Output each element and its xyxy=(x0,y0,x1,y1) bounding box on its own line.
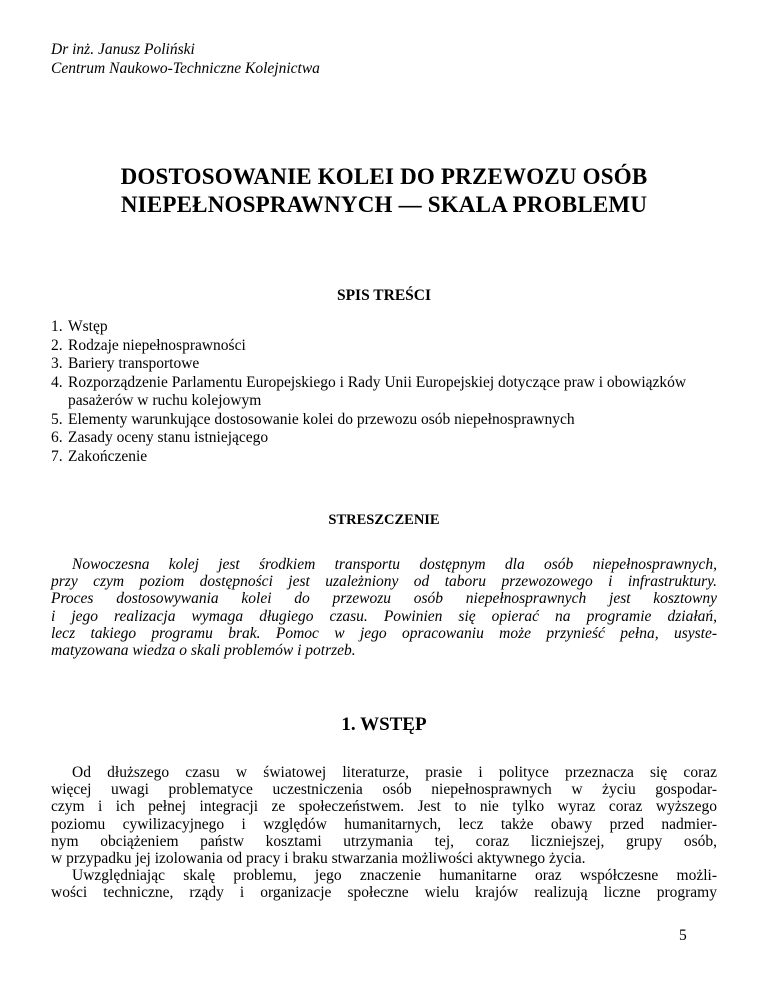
toc-item-text: Zasady oceny stanu istniejącego xyxy=(68,429,269,446)
abstract-text xyxy=(51,556,717,659)
toc-item-number: 3. xyxy=(51,355,63,372)
author-name: Dr inż. Janusz Poliński xyxy=(51,41,195,58)
toc-item-text: Rodzaje niepełnosprawności xyxy=(68,336,246,354)
toc-item-number: 1. xyxy=(51,318,63,335)
toc-item-number: 6. xyxy=(51,429,63,446)
page-number: 5 xyxy=(679,927,687,944)
abstract-heading: STRESZCZENIE xyxy=(328,512,440,528)
title-line-2: NIEPEŁNOSPRAWNYCH — SKALA PROBLEMU xyxy=(120,192,648,217)
abstract-line: Nowoczesna kolej jest środkiem transportu dostępnym dla osób niepełnosprawnych, xyxy=(72,556,717,573)
body-line: poziomu cywilizacyjnego i względów humanitarnych, lecz także obawy przed nadmier- xyxy=(51,815,717,833)
abstract-line: i jego realizacja wymaga długiego czasu. Powinien się opierać na programie działań, xyxy=(51,607,717,625)
toc-item-text: Rozporządzenie Parlamentu Europejskiego i Rady Unii Europejskiej dotyczące praw i obowiązków pasażerów w ruchu kolejowym xyxy=(68,373,687,409)
abstract-line: Proces dostosowywania kolei do przewozu osób niepełnosprawnych jest kosztowny xyxy=(51,590,717,608)
toc-item xyxy=(51,411,731,430)
toc-item-text: Zakończenie xyxy=(68,447,148,465)
body-line: w przypadku jej izolowania od pracy i braku stwarzania możliwości aktywnego życia. xyxy=(51,850,586,868)
body-line: Uwzględniając skalę problemu, jego znaczenie humanitarne oraz współczesne możli- xyxy=(72,867,717,885)
section-heading: 1. WSTĘP xyxy=(341,714,427,735)
toc-item xyxy=(51,448,731,467)
author-block xyxy=(51,40,320,78)
toc-item-number: 2. xyxy=(51,336,63,354)
toc-item xyxy=(51,318,731,337)
toc-item xyxy=(51,429,731,448)
body-line: nym obciążeniem państw kosztami utrzymania tej, coraz liczniejszej, grupy osób, xyxy=(51,832,717,850)
toc-item xyxy=(51,337,731,356)
toc-item-text: Bariery transportowe xyxy=(68,355,200,372)
paper-title xyxy=(40,163,728,219)
author-affiliation: Centrum Naukowo-Techniczne Kolejnictwa xyxy=(51,60,320,77)
toc-heading: SPIS TREŚCI xyxy=(336,287,432,304)
toc-item xyxy=(51,355,731,374)
body-line: Od dłuższego czasu w światowej literaturze, prasie i polityce przeznacza się coraz xyxy=(72,764,717,781)
toc-item-number: 5. xyxy=(51,410,63,428)
body-line: więcej uwagi problematyce uczestniczenia osób niepełnosprawnych w życiu gospodar- xyxy=(51,781,717,799)
abstract-line: matyzowana wiedza o skali problemów i potrzeb. xyxy=(51,642,356,660)
toc-item-number: 7. xyxy=(51,447,63,465)
body-line: czym i ich pełnej integracji ze społeczeństwem. Jest to nie tylko wyraz coraz wyższego xyxy=(51,798,717,816)
abstract-line: lecz takiego programu brak. Pomoc w jego opracowaniu może przynieść pełna, usyste- xyxy=(51,624,717,642)
table-of-contents xyxy=(51,318,731,466)
toc-item-number: 4. xyxy=(51,373,63,391)
body-line: wości techniczne, rządy i organizacje społeczne wielu krajów realizują liczne programy xyxy=(51,884,717,902)
abstract-line: przy czym poziom dostępności jest uzależniony od taboru przewozowego i infrastruktury. xyxy=(51,573,717,591)
toc-item xyxy=(51,374,731,411)
title-line-1: DOSTOSOWANIE KOLEI DO PRZEWOZU OSÓB xyxy=(120,164,648,189)
toc-item-text: Wstęp xyxy=(68,318,108,335)
toc-item-text: Elementy warunkujące dostosowanie kolei do przewozu osób niepełnosprawnych xyxy=(68,410,575,428)
section-body xyxy=(51,764,717,902)
